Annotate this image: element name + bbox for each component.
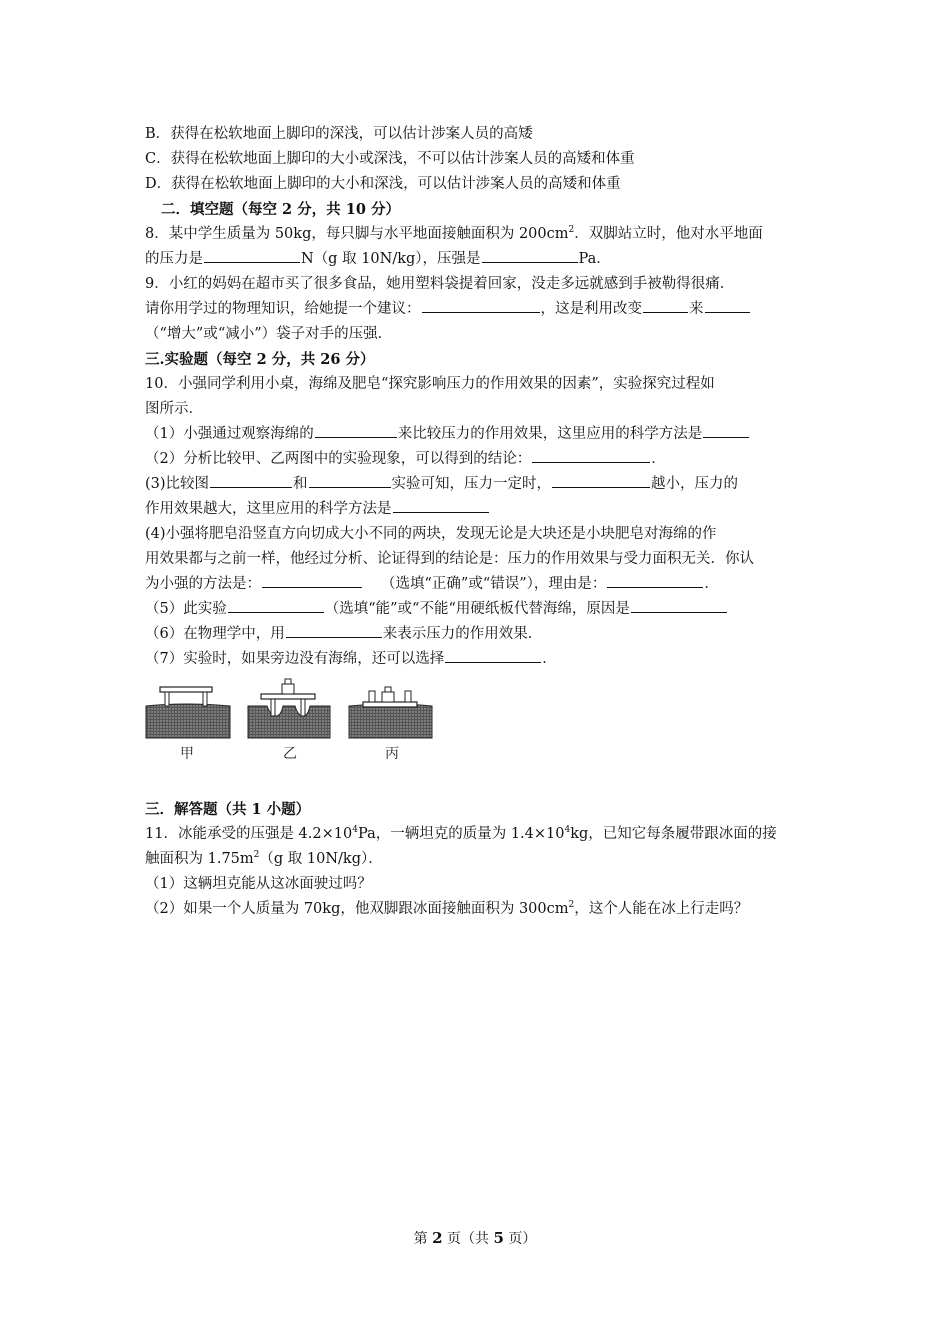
answer-blank[interactable]	[643, 298, 688, 313]
section-heading-fill-in: 二．填空题（每空 2 分，共 10 分）	[161, 201, 400, 218]
question-11-line-1: 11．冰能承受的压强是 $4.2\times 10^4Pa$，一辆坦克的质量为 $1.4\times 10^4kg$，已知它每条履带跟冰面的接	[145, 825, 777, 842]
answer-blank[interactable]	[204, 248, 300, 263]
page-footer: 第 2 页（共 5 页）	[413, 1229, 537, 1247]
answer-blank[interactable]	[532, 448, 650, 463]
question-9-line-1: 9．小红的妈妈在超市买了很多食品，她用塑料袋提着回家，没走多远就感到手被勒得很痛．	[145, 276, 735, 292]
answer-blank[interactable]	[631, 598, 727, 613]
setup-bing	[349, 687, 432, 762]
answer-blank[interactable]	[703, 423, 749, 438]
question-10-part-3-line-2: 作用效果越大，这里应用的科学方法是	[145, 497, 810, 522]
answer-blank[interactable]	[422, 298, 540, 313]
setup-yi	[248, 679, 330, 762]
setup-jia	[146, 687, 230, 762]
question-10-part-6: （6）在物理学中，用 来表示压力的作用效果．	[145, 622, 810, 647]
question-10-line-2: 图所示．	[145, 401, 203, 417]
answer-blank[interactable]	[482, 248, 578, 263]
question-11-part-2: （2）如果一个人质量为 70kg，他双脚跟冰面接触面积为 $300cm^2$，这个人能在冰上行走吗？	[145, 900, 749, 917]
answer-blank[interactable]	[552, 473, 650, 488]
question-10-part-3-line-1: (3)比较图 和 实验可知，压力一定时， 越小，压力的	[145, 472, 810, 497]
question-10-part-5: （5）此实验 （选填“能”或“不能“用硬纸板代替海绵，原因是	[145, 597, 810, 622]
question-9-line-3: （“增大”或“减小”）袋子对手的压强．	[145, 326, 393, 342]
question-10-part-4-line-2: 用效果都与之前一样，他经过分析、论证得到的结论是：压力的作用效果与受力面积无关．你认	[145, 551, 754, 567]
question-11-part-1: （1）这辆坦克能从这冰面驶过吗？	[145, 876, 372, 892]
option-c: C．获得在松软地面上脚印的大小或深浅，不可以估计涉案人员的高矮和体重	[145, 151, 635, 167]
question-8-line-1: 8．某中学生质量为 50kg，每只脚与水平地面接触面积为 $200cm^2$．双脚站立时，他对水平地面	[145, 225, 763, 242]
question-10-part-2: （2）分析比较甲、乙两图中的实验现象，可以得到的结论： ．	[145, 447, 810, 472]
label-bing: 丙	[385, 746, 399, 762]
question-9-line-2: 请你用学过的物理知识，给她提一个建议： ，这是利用改变 来	[145, 297, 810, 322]
question-10-line-1: 10．小强同学利用小桌，海绵及肥皂“探究影响压力的作用效果的因素”，实验探究过程如	[145, 376, 715, 392]
question-10-part-7: （7）实验时，如果旁边没有海绵，还可以选择 ．	[145, 647, 810, 672]
question-8-line-2: 的压力是 N（g 取 10N/kg），压强是 Pa．	[145, 247, 810, 272]
total-pages: 5	[493, 1229, 504, 1247]
section-heading-experiment: 三.实验题（每空 2 分，共 26 分）	[145, 351, 375, 368]
answer-blank[interactable]	[445, 648, 541, 663]
answer-blank[interactable]	[309, 473, 391, 488]
answer-blank[interactable]	[705, 298, 750, 313]
answer-blank[interactable]	[315, 423, 397, 438]
answer-blank[interactable]	[228, 598, 324, 613]
label-jia: 甲	[180, 746, 194, 762]
question-10-part-4-line-3: 为小强的方法是： （选填“正确”或“错误”），理由是： ．	[145, 572, 810, 597]
question-11-line-2: 触面积为 $1.75m^2(g$ 取 10N/kg）．	[145, 850, 383, 867]
answer-blank[interactable]	[607, 573, 703, 588]
option-d: D．获得在松软地面上脚印的大小和深浅，可以估计涉案人员的高矮和体重	[145, 176, 621, 192]
answer-blank[interactable]	[393, 498, 489, 513]
answer-blank[interactable]	[286, 623, 382, 638]
experiment-figure	[145, 678, 440, 768]
answer-blank[interactable]	[262, 573, 362, 588]
label-yi: 乙	[283, 746, 297, 762]
current-page: 2	[432, 1229, 443, 1247]
question-10-part-4-line-1: (4)小强将肥皂沿竖直方向切成大小不同的两块，发现无论是大块还是小块肥皂对海绵的作	[145, 526, 717, 542]
question-10-part-1: （1）小强通过观察海绵的 来比较压力的作用效果，这里应用的科学方法是	[145, 422, 810, 447]
section-heading-answer: 三．解答题（共 1 小题）	[145, 801, 311, 818]
document-body	[145, 122, 810, 922]
option-b: B．获得在松软地面上脚印的深浅，可以估计涉案人员的高矮	[145, 126, 533, 142]
answer-blank[interactable]	[210, 473, 292, 488]
